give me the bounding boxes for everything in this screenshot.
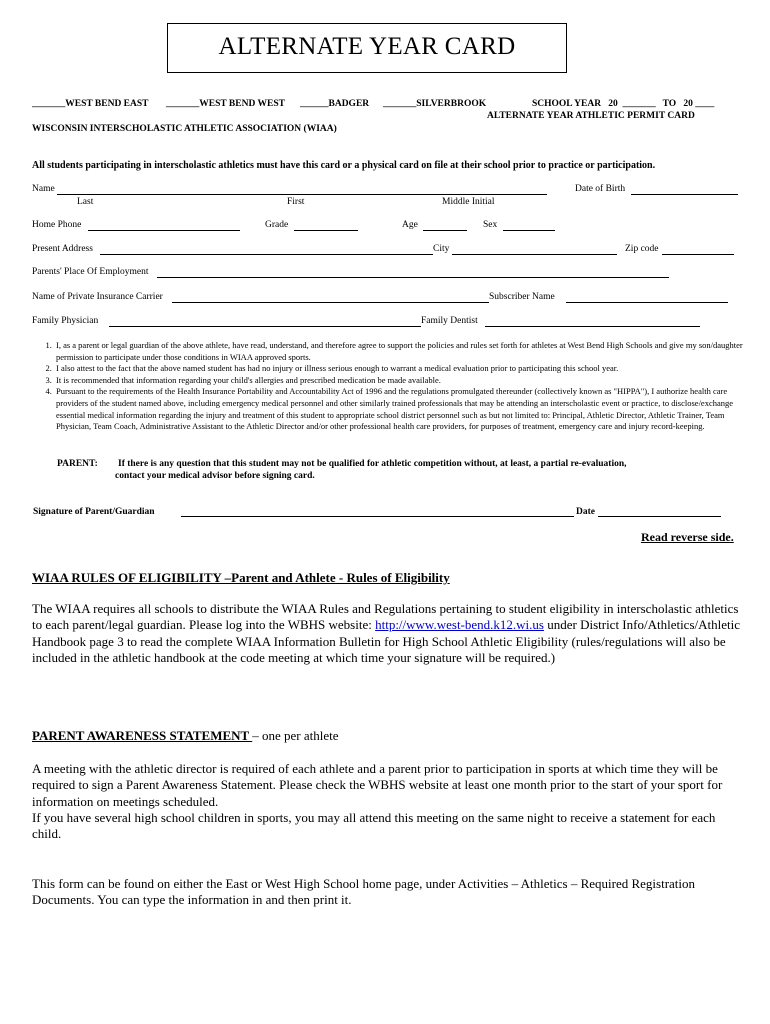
- awareness-paragraph-2: If you have several high school children in sports, you may all attend this meeting on the same night to receive a statement for each child.: [32, 810, 716, 842]
- insurance-field[interactable]: [172, 302, 489, 303]
- employment-label: Parents' Place Of Employment: [32, 267, 149, 277]
- notice-text: All students participating in interscholastic athletics must have this card or a physical card on file at their school prior to practice or participation.: [32, 160, 656, 171]
- last-sublabel: Last: [77, 197, 94, 207]
- sex-field[interactable]: [503, 230, 555, 231]
- school-option-west: _______WEST BEND WEST: [166, 99, 285, 109]
- parent-label: PARENT:: [57, 459, 98, 469]
- insurance-label: Name of Private Insurance Carrier: [32, 292, 163, 302]
- term-item: 1. I, as a parent or legal guardian of the above athlete, have read, understand, and therefore agree to support the policies and rules set forth for athletes at West Bend High Schools and give my son/daughter permission to participate under those conditions in WIAA approved sports.: [54, 340, 754, 363]
- signature-field[interactable]: [181, 516, 574, 517]
- awareness-heading: PARENT AWARENESS STATEMENT: [32, 728, 253, 743]
- school-year: SCHOOL YEAR 20 _______ TO 20 ____: [532, 99, 715, 109]
- school-option-east: _______WEST BEND EAST: [32, 99, 149, 109]
- address-label: Present Address: [32, 244, 93, 254]
- name-field[interactable]: [57, 194, 547, 195]
- dob-label: Date of Birth: [575, 184, 626, 194]
- footer-note: This form can be found on either the East or West High School home page, under Activities – Athletics – Required Registration Documents. You can type the information in and then print it.: [32, 876, 696, 908]
- dentist-field[interactable]: [485, 326, 700, 327]
- date-field[interactable]: [598, 516, 721, 517]
- age-field[interactable]: [423, 230, 467, 231]
- subscriber-field[interactable]: [566, 302, 728, 303]
- school-option-silverbrook: _______SILVERBROOK: [383, 99, 487, 109]
- grade-label: Grade: [265, 220, 289, 230]
- sex-label: Sex: [483, 220, 498, 230]
- wiaa-text-after: under District Info/Athletics/Athletic Handbook page 3 to read the complete WIAA Information Bulletin for High School Athletic Eligibility (rules/regulations will also be included in the athletic handbook at the code meeting at which time your signature will be required.): [32, 617, 741, 666]
- parent-warning-line-2: contact your medical advisor before signing card.: [115, 471, 315, 481]
- middle-initial-sublabel: Middle Initial: [442, 197, 495, 207]
- age-label: Age: [402, 220, 418, 230]
- date-label: Date: [576, 507, 595, 517]
- city-field[interactable]: [452, 254, 617, 255]
- dentist-label: Family Dentist: [421, 316, 478, 326]
- wiaa-paragraph: [32, 601, 742, 667]
- first-sublabel: First: [287, 197, 305, 207]
- wiaa-text-before: The WIAA requires all schools to distribute the WIAA Rules and Regulations pertaining to student eligibility in interscholastic athletics to each parent/legal guardian. Please log into the WBHS website:: [32, 601, 739, 633]
- home-phone-label: Home Phone: [32, 220, 82, 230]
- parent-warning-line-1: If there is any question that this student may not be qualified for athletic competition without, at least, a partial re-evaluation,: [118, 459, 627, 469]
- employment-field[interactable]: [157, 277, 669, 278]
- page-title: ALTERNATE YEAR CARD: [167, 23, 567, 73]
- dob-field[interactable]: [631, 194, 738, 195]
- term-item: 4. Pursuant to the requirements of the Health Insurance Portability and Accountability Act of 1996 and the regulations promulgated thereunder (collectively known as "HIPPA"), I authorize health care providers of the student named above, including emergency medical personnel and other similarly trained professionals that may be attending an interscholastic event or practice, to disclose/exchange essential medical information regarding the injury and treatment of this student to appropriate school district personnel such as but not limited to: Principal, Athletic Director, Athletic Trainer, Team Physician, Team Coach, Administrative Assistant to the Athletic Director and/or other professional health care providers, for purposes of treatment, emergency care and injury record-keeping.: [54, 386, 754, 432]
- terms-list: [36, 340, 754, 433]
- subscriber-label: Subscriber Name: [489, 292, 555, 302]
- name-label: Name: [32, 184, 55, 194]
- address-field[interactable]: [100, 254, 433, 255]
- school-option-badger: ______BADGER: [300, 99, 370, 109]
- awareness-heading-line: [32, 728, 339, 744]
- grade-field[interactable]: [294, 230, 358, 231]
- signature-label: Signature of Parent/Guardian: [33, 507, 155, 517]
- read-reverse-note: Read reverse side.: [641, 530, 734, 544]
- permit-card-label: ALTERNATE YEAR ATHLETIC PERMIT CARD: [487, 111, 695, 121]
- awareness-heading-suffix: – one per athlete: [252, 728, 339, 743]
- term-item: 2. I also attest to the fact that the above named student has had no injury or illness serious enough to warrant a medical evaluation prior to participating this school year.: [54, 363, 754, 375]
- physician-label: Family Physician: [32, 316, 99, 326]
- zip-field[interactable]: [662, 254, 734, 255]
- zip-label: Zip code: [625, 244, 659, 254]
- association-label: WISCONSIN INTERSCHOLASTIC ATHLETIC ASSOCIATION (WIAA): [32, 124, 337, 134]
- home-phone-field[interactable]: [88, 230, 240, 231]
- term-item: 3. It is recommended that information regarding your child's allergies and prescribed medication be made available.: [54, 375, 754, 387]
- wiaa-heading: WIAA RULES OF ELIGIBILITY –Parent and Athlete - Rules of Eligibility: [32, 570, 450, 585]
- wbhs-website-link[interactable]: http://www.west-bend.k12.wi.us: [375, 617, 544, 633]
- awareness-paragraph-1: A meeting with the athletic director is required of each athlete and a parent prior to participation in sports at which time they will be required to sign a Parent Awareness Statement. Please check the WBHS website at least one month prior to the start of your sport for information on meetings scheduled.: [32, 761, 723, 809]
- physician-field[interactable]: [109, 326, 421, 327]
- city-label: City: [433, 244, 450, 254]
